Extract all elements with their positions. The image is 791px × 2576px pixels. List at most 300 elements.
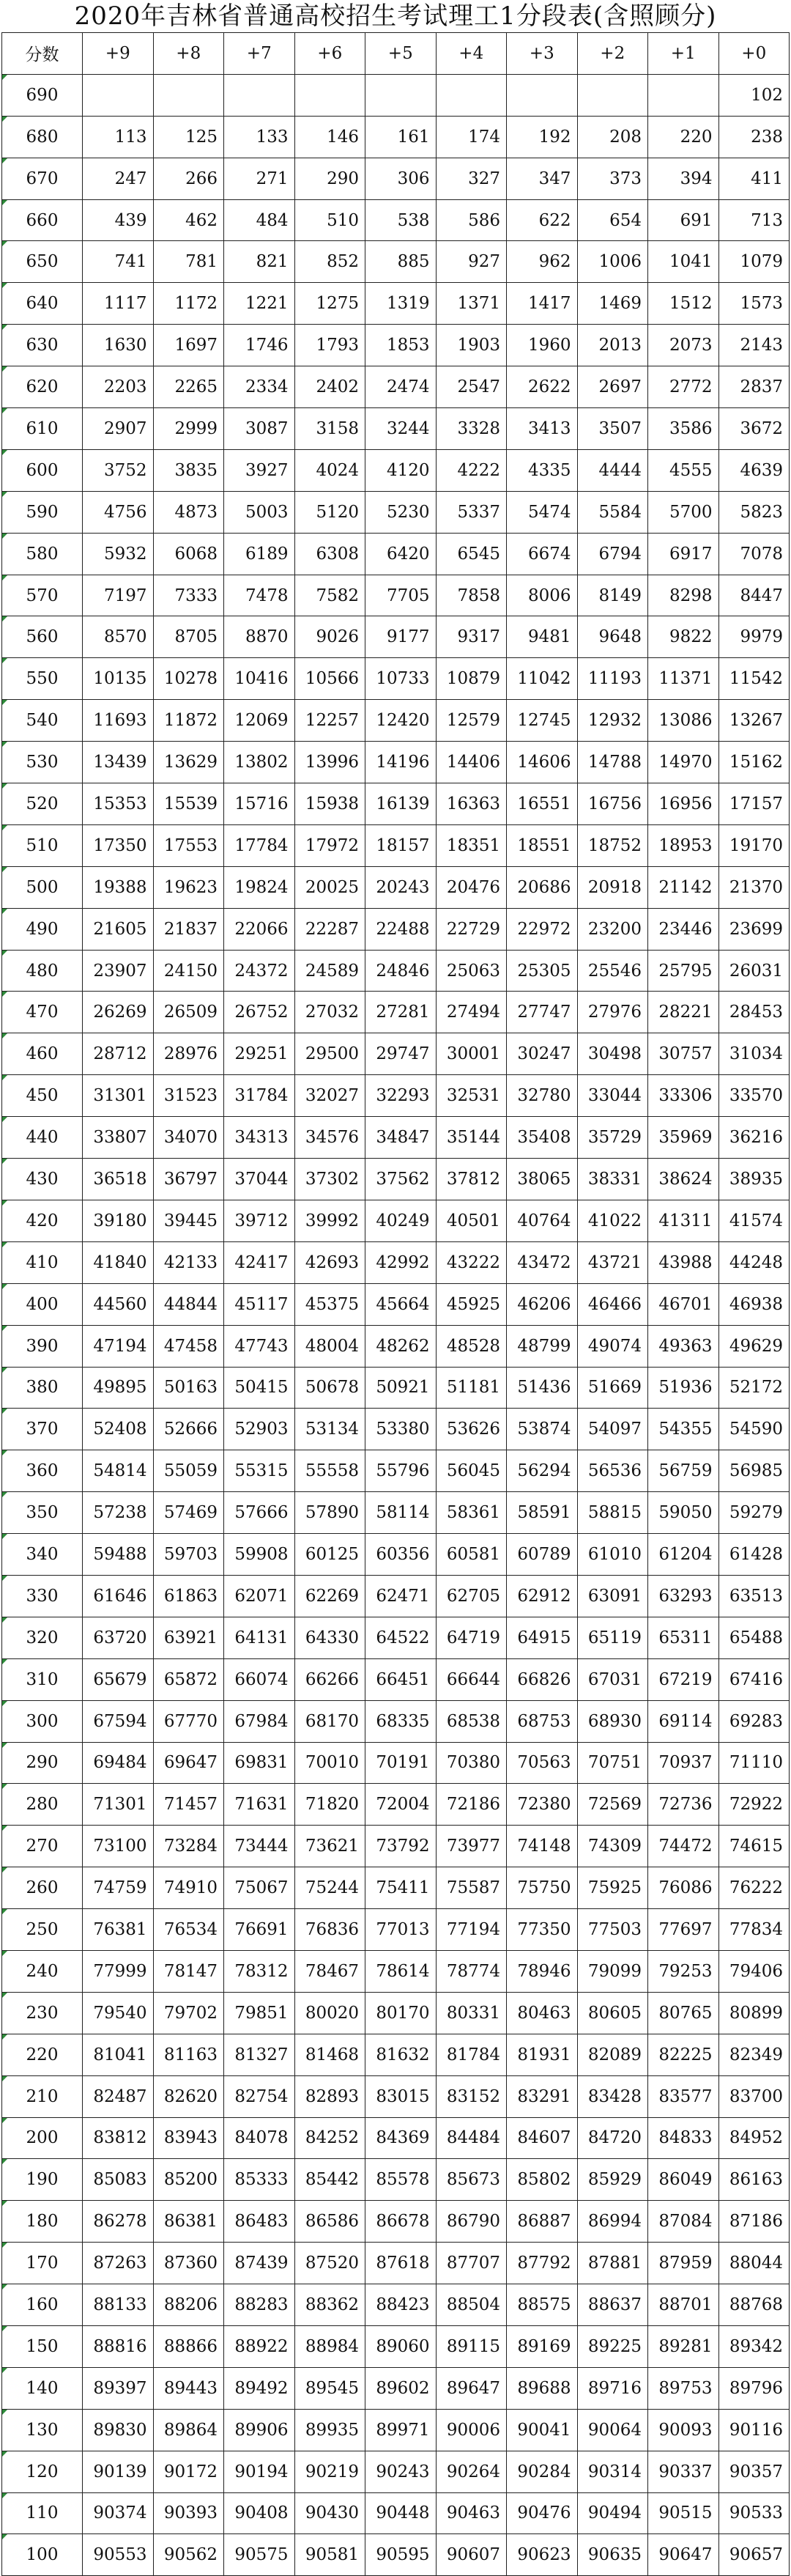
- cumulative-count-cell: 34847: [365, 1117, 437, 1159]
- cumulative-count-cell: 14606: [507, 742, 578, 783]
- cumulative-count-cell: 55558: [294, 1450, 365, 1492]
- cumulative-count-cell: 87618: [365, 2243, 437, 2284]
- cumulative-count-cell: 18953: [648, 824, 719, 866]
- cumulative-count-cell: 6068: [153, 533, 224, 575]
- cumulative-count-cell: 68170: [294, 1700, 365, 1742]
- cumulative-count-cell: 38624: [648, 1159, 719, 1200]
- header-offset: +8: [153, 33, 224, 75]
- cumulative-count-cell: 39992: [294, 1200, 365, 1241]
- cumulative-count-cell: 50415: [224, 1367, 295, 1409]
- cumulative-count-cell: 64330: [294, 1617, 365, 1658]
- cumulative-count-cell: 2772: [648, 366, 719, 408]
- cumulative-count-cell: 9317: [436, 616, 507, 658]
- table-row: [2, 2409, 790, 2451]
- score-cell: 680: [2, 116, 83, 158]
- cumulative-count-cell: 48004: [294, 1325, 365, 1367]
- cumulative-count-cell: 77013: [365, 1909, 437, 1951]
- cumulative-count-cell: 34576: [294, 1117, 365, 1159]
- cumulative-count-cell: 66644: [436, 1658, 507, 1700]
- score-cell: 130: [2, 2409, 83, 2451]
- cumulative-count-cell: 2837: [718, 366, 790, 408]
- cumulative-count-cell: 1746: [224, 325, 295, 366]
- cumulative-count-cell: 65488: [718, 1617, 790, 1658]
- cumulative-count-cell: 45664: [365, 1283, 437, 1325]
- score-cell: 630: [2, 325, 83, 366]
- table-row: [2, 658, 790, 700]
- table-row: [2, 408, 790, 450]
- cumulative-count-cell: 55796: [365, 1450, 437, 1492]
- cumulative-count-cell: 75067: [224, 1867, 295, 1909]
- score-cell: 160: [2, 2284, 83, 2326]
- cumulative-count-cell: 11042: [507, 658, 578, 700]
- cumulative-count-cell: 88133: [83, 2284, 154, 2326]
- cumulative-count-cell: 88044: [718, 2243, 790, 2284]
- cumulative-count-cell: 90562: [153, 2534, 224, 2576]
- table-row: [2, 1117, 790, 1159]
- cumulative-count-cell: 13996: [294, 742, 365, 783]
- cumulative-count-cell: 622: [507, 199, 578, 241]
- cumulative-count-cell: 81632: [365, 2034, 437, 2075]
- cumulative-count-cell: 48262: [365, 1325, 437, 1367]
- table-row: [2, 824, 790, 866]
- cumulative-count-cell: 9177: [365, 616, 437, 658]
- cumulative-count-cell: 65119: [577, 1617, 648, 1658]
- cumulative-count-cell: 5474: [507, 491, 578, 533]
- cumulative-count-cell: 20243: [365, 866, 437, 908]
- cumulative-count-cell: 41574: [718, 1200, 790, 1241]
- cumulative-count-cell: 9481: [507, 616, 578, 658]
- cumulative-count-cell: 32780: [507, 1075, 578, 1117]
- cumulative-count-cell: 24589: [294, 950, 365, 992]
- score-cell: 240: [2, 1950, 83, 1992]
- cumulative-count-cell: 30498: [577, 1033, 648, 1075]
- cumulative-count-cell: 57469: [153, 1492, 224, 1534]
- table-row: [2, 1033, 790, 1075]
- cumulative-count-cell: 73100: [83, 1826, 154, 1867]
- table-row: [2, 2117, 790, 2159]
- header-offset: +4: [436, 33, 507, 75]
- table-row: [2, 1200, 790, 1241]
- table-row: [2, 1617, 790, 1658]
- cumulative-count-cell: 11542: [718, 658, 790, 700]
- cumulative-count-cell: 462: [153, 199, 224, 241]
- cumulative-count-cell: 67770: [153, 1700, 224, 1742]
- cumulative-count-cell: 78467: [294, 1950, 365, 1992]
- cumulative-count-cell: 84607: [507, 2117, 578, 2159]
- cumulative-count-cell: 66074: [224, 1658, 295, 1700]
- table-row: [2, 1575, 790, 1617]
- cumulative-count-cell: 39445: [153, 1200, 224, 1241]
- cumulative-count-cell: 83577: [648, 2075, 719, 2117]
- cumulative-count-cell: 90476: [507, 2492, 578, 2534]
- cumulative-count-cell: 33306: [648, 1075, 719, 1117]
- header-score: 分数: [2, 33, 83, 75]
- table-row: [2, 1075, 790, 1117]
- cumulative-count-cell: 89830: [83, 2409, 154, 2451]
- cumulative-count-cell: 3413: [507, 408, 578, 450]
- cumulative-count-cell: 90284: [507, 2451, 578, 2492]
- cumulative-count-cell: 85578: [365, 2159, 437, 2201]
- cumulative-count-cell: 30001: [436, 1033, 507, 1075]
- cumulative-count-cell: 7333: [153, 575, 224, 616]
- cumulative-count-cell: 90264: [436, 2451, 507, 2492]
- cumulative-count-cell: 4222: [436, 449, 507, 491]
- cumulative-count-cell: 88922: [224, 2325, 295, 2367]
- cumulative-count-cell: 58591: [507, 1492, 578, 1534]
- cumulative-count-cell: 22729: [436, 908, 507, 950]
- cumulative-count-cell: 3087: [224, 408, 295, 450]
- cumulative-count-cell: 60356: [365, 1534, 437, 1576]
- cumulative-count-cell: 46206: [507, 1283, 578, 1325]
- cumulative-count-cell: 7197: [83, 575, 154, 616]
- cumulative-count-cell: 65311: [648, 1617, 719, 1658]
- score-cell: 360: [2, 1450, 83, 1492]
- score-cell: 250: [2, 1909, 83, 1951]
- cumulative-count-cell: 29500: [294, 1033, 365, 1075]
- cumulative-count-cell: 13802: [224, 742, 295, 783]
- cumulative-count-cell: 66266: [294, 1658, 365, 1700]
- cumulative-count-cell: 59050: [648, 1492, 719, 1534]
- score-cell: 100: [2, 2534, 83, 2576]
- cumulative-count-cell: 25305: [507, 950, 578, 992]
- cumulative-count-cell: 90657: [718, 2534, 790, 2576]
- cumulative-count-cell: 88362: [294, 2284, 365, 2326]
- table-row: [2, 199, 790, 241]
- cumulative-count-cell: 12257: [294, 700, 365, 742]
- cumulative-count-cell: 63720: [83, 1617, 154, 1658]
- cumulative-count-cell: 885: [365, 241, 437, 283]
- cumulative-count-cell: 36518: [83, 1159, 154, 1200]
- cumulative-count-cell: 89864: [153, 2409, 224, 2451]
- cumulative-count-cell: 538: [365, 199, 437, 241]
- cumulative-count-cell: 79851: [224, 1992, 295, 2034]
- cumulative-count-cell: 220: [648, 116, 719, 158]
- cumulative-count-cell: 87186: [718, 2201, 790, 2243]
- cumulative-count-cell: 12420: [365, 700, 437, 742]
- score-cell: 450: [2, 1075, 83, 1117]
- table-row: [2, 1867, 790, 1909]
- cumulative-count-cell: 89115: [436, 2325, 507, 2367]
- cumulative-count-cell: 306: [365, 158, 437, 199]
- cumulative-count-cell: 741: [83, 241, 154, 283]
- cumulative-count-cell: 14788: [577, 742, 648, 783]
- cumulative-count-cell: 90647: [648, 2534, 719, 2576]
- cumulative-count-cell: 17350: [83, 824, 154, 866]
- cumulative-count-cell: 22287: [294, 908, 365, 950]
- cumulative-count-cell: 20918: [577, 866, 648, 908]
- cumulative-count-cell: 3752: [83, 449, 154, 491]
- score-cell: 380: [2, 1367, 83, 1409]
- cumulative-count-cell: 17157: [718, 783, 790, 825]
- cumulative-count-cell: 71110: [718, 1742, 790, 1784]
- cumulative-count-cell: 34313: [224, 1117, 295, 1159]
- cumulative-count-cell: 26269: [83, 992, 154, 1033]
- score-cell: 190: [2, 2159, 83, 2201]
- score-cell: 650: [2, 241, 83, 283]
- cumulative-count-cell: 46938: [718, 1283, 790, 1325]
- cumulative-count-cell: 192: [507, 116, 578, 158]
- table-row: [2, 1367, 790, 1409]
- cumulative-count-cell: 781: [153, 241, 224, 283]
- cumulative-count-cell: 61646: [83, 1575, 154, 1617]
- cumulative-count-cell: 83015: [365, 2075, 437, 2117]
- cumulative-count-cell: 85673: [436, 2159, 507, 2201]
- cumulative-count-cell: 290: [294, 158, 365, 199]
- table-row: [2, 2325, 790, 2367]
- score-cell: 340: [2, 1534, 83, 1576]
- cumulative-count-cell: 90635: [577, 2534, 648, 2576]
- cumulative-count-cell: 54590: [718, 1409, 790, 1450]
- cumulative-count-cell: 86381: [153, 2201, 224, 2243]
- cumulative-count-cell: 125: [153, 116, 224, 158]
- score-cell: 640: [2, 283, 83, 325]
- cumulative-count-cell: 76691: [224, 1909, 295, 1951]
- cumulative-count-cell: 113: [83, 116, 154, 158]
- score-cell: 530: [2, 742, 83, 783]
- cumulative-count-cell: 7705: [365, 575, 437, 616]
- cumulative-count-cell: 85333: [224, 2159, 295, 2201]
- cumulative-count-cell: 89225: [577, 2325, 648, 2367]
- cumulative-count-cell: 10135: [83, 658, 154, 700]
- cumulative-count-cell: 12932: [577, 700, 648, 742]
- cumulative-count-cell: 4639: [718, 449, 790, 491]
- cumulative-count-cell: 80463: [507, 1992, 578, 2034]
- table-row: [2, 325, 790, 366]
- cumulative-count-cell: 21142: [648, 866, 719, 908]
- cumulative-count-cell: 9979: [718, 616, 790, 658]
- cumulative-count-cell: 19824: [224, 866, 295, 908]
- cumulative-count-cell: 69484: [83, 1742, 154, 1784]
- cumulative-count-cell: 58815: [577, 1492, 648, 1534]
- cumulative-count-cell: 2547: [436, 366, 507, 408]
- score-cell: 520: [2, 783, 83, 825]
- cumulative-count-cell: 62071: [224, 1575, 295, 1617]
- cumulative-count-cell: 77697: [648, 1909, 719, 1951]
- cumulative-count-cell: 63513: [718, 1575, 790, 1617]
- cumulative-count-cell: 90139: [83, 2451, 154, 2492]
- cumulative-count-cell: 1960: [507, 325, 578, 366]
- cumulative-count-cell: 56759: [648, 1450, 719, 1492]
- table-row: [2, 366, 790, 408]
- cumulative-count-cell: 85802: [507, 2159, 578, 2201]
- score-cell: 460: [2, 1033, 83, 1075]
- cumulative-count-cell: 61204: [648, 1534, 719, 1576]
- cumulative-count-cell: 51436: [507, 1367, 578, 1409]
- cumulative-count-cell: 76086: [648, 1867, 719, 1909]
- cumulative-count-cell: 10278: [153, 658, 224, 700]
- cumulative-count-cell: 70937: [648, 1742, 719, 1784]
- cumulative-count-cell: 75411: [365, 1867, 437, 1909]
- cumulative-count-cell: 27281: [365, 992, 437, 1033]
- cumulative-count-cell: 80899: [718, 1992, 790, 2034]
- score-cell: 400: [2, 1283, 83, 1325]
- cumulative-count-cell: 83943: [153, 2117, 224, 2159]
- cumulative-count-cell: 88423: [365, 2284, 437, 2326]
- cumulative-count-cell: 84078: [224, 2117, 295, 2159]
- cumulative-count-cell: 52172: [718, 1367, 790, 1409]
- cumulative-count-cell: 29251: [224, 1033, 295, 1075]
- cumulative-count-cell: 80020: [294, 1992, 365, 2034]
- cumulative-count-cell: 86163: [718, 2159, 790, 2201]
- cumulative-count-cell: 14970: [648, 742, 719, 783]
- cumulative-count-cell: 6794: [577, 533, 648, 575]
- cumulative-count-cell: 43988: [648, 1241, 719, 1283]
- table-row: [2, 241, 790, 283]
- cumulative-count-cell: 87520: [294, 2243, 365, 2284]
- cumulative-count-cell: 81163: [153, 2034, 224, 2075]
- cumulative-count-cell: 68538: [436, 1700, 507, 1742]
- cumulative-count-cell: 78946: [507, 1950, 578, 1992]
- cumulative-count-cell: 53134: [294, 1409, 365, 1450]
- table-row: [2, 1700, 790, 1742]
- cumulative-count-cell: 821: [224, 241, 295, 283]
- cumulative-count-cell: 88637: [577, 2284, 648, 2326]
- cumulative-count-cell: 90515: [648, 2492, 719, 2534]
- cumulative-count-cell: 347: [507, 158, 578, 199]
- cumulative-count-cell: 53380: [365, 1409, 437, 1450]
- cumulative-count-cell: 19623: [153, 866, 224, 908]
- cumulative-count-cell: 90575: [224, 2534, 295, 2576]
- cumulative-count-cell: 23200: [577, 908, 648, 950]
- cumulative-count-cell: 47458: [153, 1325, 224, 1367]
- cumulative-count-cell: 21370: [718, 866, 790, 908]
- header-row: [2, 33, 790, 75]
- score-cell: 310: [2, 1658, 83, 1700]
- cumulative-count-cell: 75244: [294, 1867, 365, 1909]
- cumulative-count-cell: 38331: [577, 1159, 648, 1200]
- score-cell: 610: [2, 408, 83, 450]
- cumulative-count-cell: 7478: [224, 575, 295, 616]
- cumulative-count-cell: 31034: [718, 1033, 790, 1075]
- cumulative-count-cell: 1172: [153, 283, 224, 325]
- cumulative-count-cell: 86049: [648, 2159, 719, 2201]
- cumulative-count-cell: 8447: [718, 575, 790, 616]
- cumulative-count-cell: 37812: [436, 1159, 507, 1200]
- cumulative-count-cell: 6674: [507, 533, 578, 575]
- cumulative-count-cell: 28976: [153, 1033, 224, 1075]
- cumulative-count-cell: 90337: [648, 2451, 719, 2492]
- cumulative-count-cell: 77350: [507, 1909, 578, 1951]
- cumulative-count-cell: 61010: [577, 1534, 648, 1576]
- score-cell: 330: [2, 1575, 83, 1617]
- cumulative-count-cell: 2697: [577, 366, 648, 408]
- cumulative-count-cell: 18157: [365, 824, 437, 866]
- header-offset: +6: [294, 33, 365, 75]
- score-cell: 180: [2, 2201, 83, 2243]
- cumulative-count-cell: 88768: [718, 2284, 790, 2326]
- cumulative-count-cell: 24846: [365, 950, 437, 992]
- cumulative-count-cell: 3328: [436, 408, 507, 450]
- cumulative-count-cell: 10416: [224, 658, 295, 700]
- cumulative-count-cell: 3244: [365, 408, 437, 450]
- cumulative-count-cell: 88206: [153, 2284, 224, 2326]
- cumulative-count-cell: 1006: [577, 241, 648, 283]
- cumulative-count-cell: 48799: [507, 1325, 578, 1367]
- cumulative-count-cell: 87439: [224, 2243, 295, 2284]
- cumulative-count-cell: 15938: [294, 783, 365, 825]
- cumulative-count-cell: 87360: [153, 2243, 224, 2284]
- cumulative-count-cell: [224, 74, 295, 116]
- cumulative-count-cell: 83812: [83, 2117, 154, 2159]
- cumulative-count-cell: 6545: [436, 533, 507, 575]
- score-cell: 500: [2, 866, 83, 908]
- cumulative-count-cell: 5120: [294, 491, 365, 533]
- cumulative-count-cell: 33044: [577, 1075, 648, 1117]
- cumulative-count-cell: 84833: [648, 2117, 719, 2159]
- cumulative-count-cell: 86887: [507, 2201, 578, 2243]
- cumulative-count-cell: 11371: [648, 658, 719, 700]
- cumulative-count-cell: 1630: [83, 325, 154, 366]
- cumulative-count-cell: 33807: [83, 1117, 154, 1159]
- score-cell: 150: [2, 2325, 83, 2367]
- cumulative-count-cell: 70751: [577, 1742, 648, 1784]
- cumulative-count-cell: 79406: [718, 1950, 790, 1992]
- score-cell: 390: [2, 1325, 83, 1367]
- cumulative-count-cell: 90006: [436, 2409, 507, 2451]
- cumulative-count-cell: 81327: [224, 2034, 295, 2075]
- cumulative-count-cell: 67594: [83, 1700, 154, 1742]
- cumulative-count-cell: 74910: [153, 1867, 224, 1909]
- cumulative-count-cell: 64719: [436, 1617, 507, 1658]
- cumulative-count-cell: 28712: [83, 1033, 154, 1075]
- table-row: [2, 1241, 790, 1283]
- cumulative-count-cell: 75750: [507, 1867, 578, 1909]
- cumulative-count-cell: 247: [83, 158, 154, 199]
- cumulative-count-cell: 37302: [294, 1159, 365, 1200]
- cumulative-count-cell: 69831: [224, 1742, 295, 1784]
- cumulative-count-cell: 83291: [507, 2075, 578, 2117]
- table-row: [2, 616, 790, 658]
- score-cell: 470: [2, 992, 83, 1033]
- cumulative-count-cell: 6420: [365, 533, 437, 575]
- cumulative-count-cell: 90553: [83, 2534, 154, 2576]
- score-cell: 350: [2, 1492, 83, 1534]
- cumulative-count-cell: 90393: [153, 2492, 224, 2534]
- score-cell: 510: [2, 824, 83, 866]
- cumulative-count-cell: 34070: [153, 1117, 224, 1159]
- cumulative-count-cell: 208: [577, 116, 648, 158]
- cumulative-count-cell: 63293: [648, 1575, 719, 1617]
- cumulative-count-cell: 81041: [83, 2034, 154, 2075]
- cumulative-count-cell: 9026: [294, 616, 365, 658]
- cumulative-count-cell: 89906: [224, 2409, 295, 2451]
- table-row: [2, 1409, 790, 1450]
- cumulative-count-cell: 85929: [577, 2159, 648, 2201]
- cumulative-count-cell: 1041: [648, 241, 719, 283]
- cumulative-count-cell: 10566: [294, 658, 365, 700]
- cumulative-count-cell: 83428: [577, 2075, 648, 2117]
- cumulative-count-cell: 439: [83, 199, 154, 241]
- table-row: [2, 2492, 790, 2534]
- table-row: [2, 783, 790, 825]
- cumulative-count-cell: 86483: [224, 2201, 295, 2243]
- cumulative-count-cell: 327: [436, 158, 507, 199]
- score-cell: 620: [2, 366, 83, 408]
- cumulative-count-cell: 56045: [436, 1450, 507, 1492]
- cumulative-count-cell: 86278: [83, 2201, 154, 2243]
- cumulative-count-cell: 42693: [294, 1241, 365, 1283]
- cumulative-count-cell: 86790: [436, 2201, 507, 2243]
- cumulative-count-cell: 88701: [648, 2284, 719, 2326]
- cumulative-count-cell: 55315: [224, 1450, 295, 1492]
- cumulative-count-cell: 2265: [153, 366, 224, 408]
- cumulative-count-cell: 66451: [365, 1658, 437, 1700]
- cumulative-count-cell: 89602: [365, 2367, 437, 2409]
- cumulative-count-cell: 11693: [83, 700, 154, 742]
- header-offset: +1: [648, 33, 719, 75]
- cumulative-count-cell: 89492: [224, 2367, 295, 2409]
- score-cell: 560: [2, 616, 83, 658]
